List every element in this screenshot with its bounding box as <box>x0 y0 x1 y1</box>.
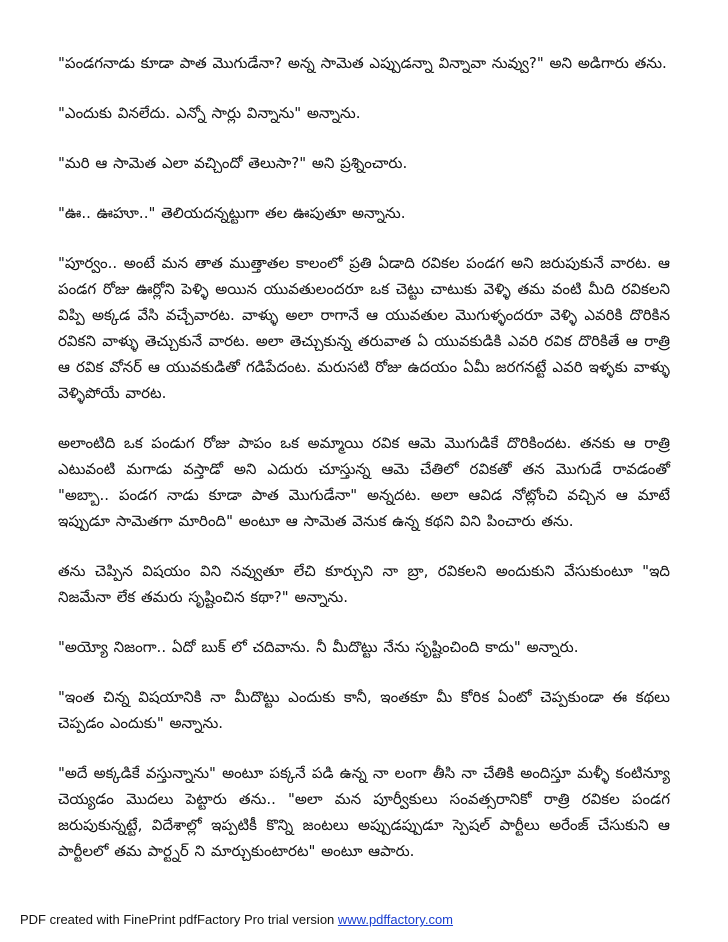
paragraph: "మరి ఆ సామెత ఎలా వచ్చిందో తెలుసా?" అని ప్రశ్నించారు. <box>58 154 408 172</box>
document-body <box>58 50 670 888</box>
paragraph: "అదే అక్కడికే వస్తున్నాను" అంటూ పక్కనే పడి ఉన్న నా లంగా తీసి నా చేతికి అందిస్తూ మళ్ళీ కంటిన్యూ చెయ్యడం మొదలు పెట్టారు తను.. "అలా మన పూర్వీకులు సంవత్సరానికో రాత్రి రవికల పండగ జరుపుకున్నట్టే, విదేశాల్లో ఇప్పటికీ కొన్ని జంటలు అప్పుడప్పుడూ స్పెషల్ పార్టీలు అరేంజ్ చేసుకుని ఆ పార్టీలలో తమ పార్ట్నర్ ని మార్చుకుంటారట" అంటూ ఆపారు. <box>58 764 670 860</box>
paragraph: "ఇంత చిన్న విషయానికి నా మీదొట్టు ఎందుకు కానీ, ఇంతకూ మీ కోరిక ఏంటో చెప్పకుండా ఈ కథలు చెప్పడం ఎందుకు" అన్నాను. <box>58 688 670 732</box>
paragraph: "ఎందుకు వినలేదు. ఎన్నో సార్లు విన్నాను" అన్నాను. <box>58 104 361 122</box>
pdf-footer <box>20 912 453 927</box>
paragraph: "ఊ.. ఊహూ.." తెలియదన్నట్టుగా తల ఊపుతూ అన్నాను. <box>58 204 406 222</box>
footer-link[interactable]: www.pdffactory.com <box>337 912 454 927</box>
paragraph: "పండగనాడు కూడా పాత మొగుడేనా? అన్న సామెత ఎప్పుడన్నా విన్నావా నువ్వు?" అని అడిగారు తను. <box>58 54 667 72</box>
footer-text: PDF created with FinePrint pdfFactory Pro trial version <box>20 912 338 927</box>
paragraph: తను చెప్పిన విషయం విని నవ్వుతూ లేచి కూర్చుని నా బ్రా, రవికలని అందుకుని వేసుకుంటూ "ఇది నిజమేనా లేక తమరు సృష్టించిన కథా?" అన్నాను. <box>58 562 670 606</box>
paragraph: "పూర్వం.. అంటే మన తాత ముత్తాతల కాలంలో ప్రతి ఏడాది రవికల పండగ అని జరుపుకునే వారట. ఆ పండగ రోజు ఊర్లోని పెళ్ళి అయిన యువతులందరూ ఒక చెట్టు చాటుకు వెళ్ళి తమ వంటి మీది రవికలని విప్పి అక్కడ వేసి వచ్చేవారట. వాళ్ళు అలా రాగానే ఆ యువతుల మొగుళ్ళందరూ వెళ్ళి ఎవరికి దొరికిన రవికని వాళ్ళు తెచ్చుకునే వారట. అలా తెచ్చుకున్న తరువాత ఏ యువకుడికి ఎవరి రవిక దొరికితే ఆ రాత్రి ఆ రవిక వోనర్ ఆ యువకుడితో గడిపేదంట. మరుసటి రోజు ఉదయం ఏమీ జరగనట్టే ఎవరి ఇళ్ళకు వాళ్ళు వెళ్ళిపోయే వారట. <box>58 254 670 402</box>
paragraph: అలాంటిది ఒక పండుగ రోజు పాపం ఒక అమ్మాయి రవిక ఆమె మొగుడికే దొరికిందట. తనకు ఆ రాత్రి ఎటువంటి మగాడు వస్తాడో అని ఎదురు చూస్తున్న ఆమె చేతిలో రవికతో తన మొగుడే రావడంతో "అబ్బా.. పండగ నాడు కూడా పాత మొగుడేనా" అన్నదట. అలా ఆవిడ నోట్లోంచి వచ్చిన ఆ మాటే ఇప్పుడూ సామెతగా మారింది" అంటూ ఆ సామెత వెనుక ఉన్న కథని విని పించారు తను. <box>58 434 670 530</box>
paragraph: "అయ్యో నిజంగా.. ఏదో బుక్ లో చదివాను. నీ మీదొట్టు నేను సృష్టించింది కాదు" అన్నారు. <box>58 638 579 656</box>
